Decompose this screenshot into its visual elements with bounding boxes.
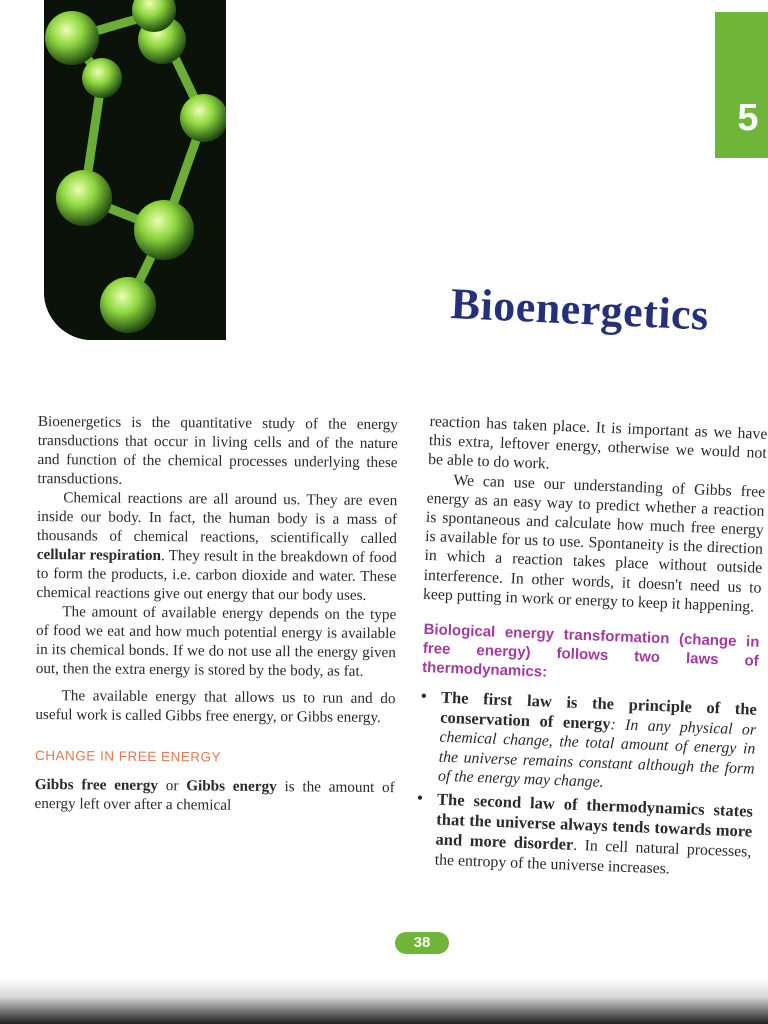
page-number: 38 (395, 932, 449, 954)
chapter-title: Bioenergetics (449, 278, 710, 340)
left-column (35, 412, 398, 816)
bullet-icon: • (416, 789, 424, 808)
reactions-paragraph: Chemical reactions are all around us. They are even inside our body. In fact, the human body is a mass of thousands of chemical reactions, scientifically called cellular respiration. They result in the breakdown of food to form the products, i.e. carbon dioxide and water. These chemical reactions give out energy that our body uses. (36, 489, 398, 604)
list-item: • The first law is the principle of the conservation of energy: In any physical or chemical change, the total amount of energy in the universe remains constant although the form of the energy may change. (420, 687, 758, 791)
gibbs-definition-paragraph: Gibbs free energy or Gibbs energy is the amount of energy left over after a chemical (34, 775, 395, 814)
page-edge-shadow (0, 978, 768, 1024)
laws-list (412, 687, 757, 882)
section-heading: CHANGE IN FREE ENERGY (34, 747, 222, 765)
intro-paragraph: Bioenergetics is the quantitative study of the energy transductions that occur in living cells and of the nature and function of the chemical processes underlying these transductions. (37, 412, 398, 488)
bullet-icon: • (420, 687, 427, 706)
cellular-respiration-term: cellular respiration (36, 545, 162, 565)
chapter-number: 5 (737, 97, 759, 139)
leftover-energy-paragraph: reaction has taken place. It is important as we have this extra, leftover energy, otherwise we would not be able to do work. (427, 412, 768, 474)
gibbs-intro-paragraph: The available energy that allows us to run and do useful work is called Gibbs free energy, or Gibbs energy. (35, 687, 396, 727)
list-item: • The second law of thermodynamics states that the universe always tends towards more and more disorder. In cell natural processes, the entropy of the universe increases. (416, 789, 754, 878)
right-column (412, 412, 767, 885)
molecule-model-image (44, 0, 226, 340)
spontaneity-paragraph: We can use our understanding of Gibbs free energy as an easy way to predict whether a reaction is spontaneous and calculate how much free energy is available for us to use. Spontaneity is the direction in which a reaction takes place without outside interference. In other words, it doesn't need us to keep putting in work or energy to keep it happening. (422, 471, 766, 616)
available-energy-paragraph: The amount of available energy depends on the type of food we eat and how much potential energy is available in its chemical bonds. If we do not use all the energy given out, then the extra energy is stored by the body, as fat. (35, 603, 397, 680)
thermodynamics-heading: Biological energy transformation (change in free energy) follows two laws of thermodynamics: (421, 620, 760, 681)
